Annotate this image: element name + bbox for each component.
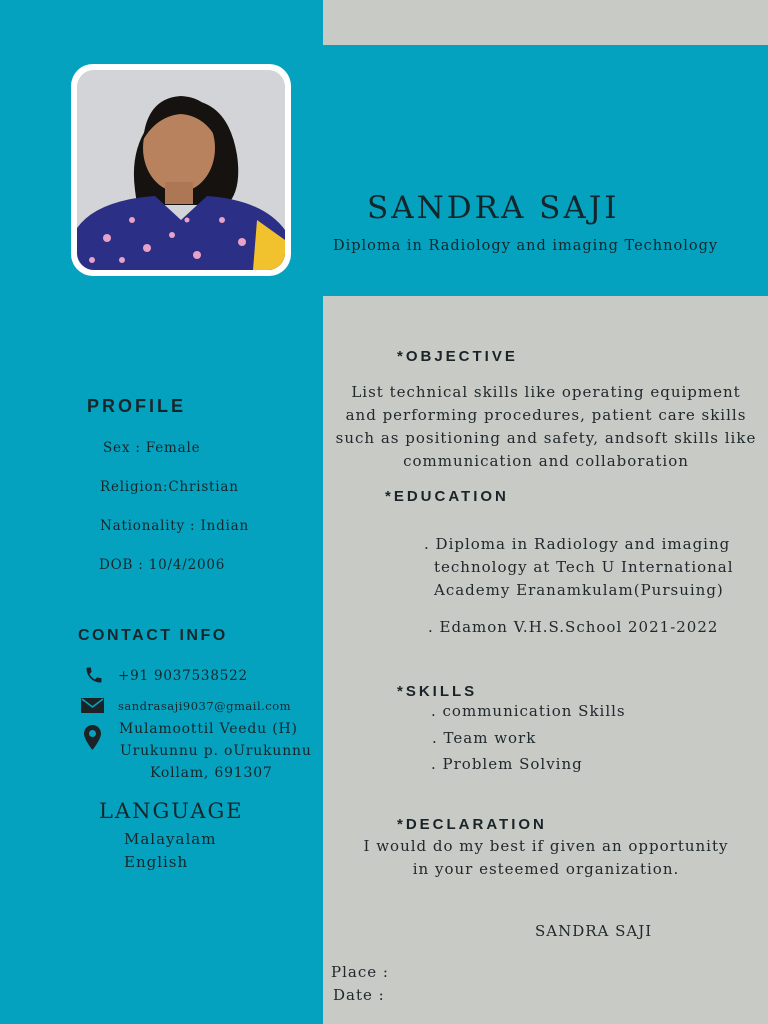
declaration-text — [330, 835, 762, 881]
declaration-line-1: I would do my best if given an opportunity — [363, 837, 729, 855]
top-grey-strip — [323, 0, 768, 45]
objective-line-2: and performing procedures, patient care skills — [345, 406, 747, 424]
education-line-2: technology at Tech U International — [434, 558, 734, 576]
profile-photo-frame — [71, 64, 291, 276]
profile-heading: PROFILE — [87, 396, 187, 416]
skills-heading: *SKILLS — [397, 683, 478, 700]
education-line-3: Academy Eranamkulam(Pursuing) — [434, 581, 724, 599]
education-item-school: . Edamon V.H.S.School 2021-2022 — [428, 618, 719, 636]
contact-heading: CONTACT INFO — [78, 627, 228, 644]
profile-religion: Religion:Christian — [100, 479, 239, 495]
education-heading: *EDUCATION — [385, 488, 509, 505]
declaration-line-2: in your esteemed organization. — [412, 860, 680, 878]
language-english: English — [124, 853, 189, 871]
phone-icon — [84, 665, 104, 685]
objective-line-1: List technical skills like operating equipment — [351, 383, 741, 401]
place-label: Place : — [331, 963, 389, 981]
date-label: Date : — [333, 986, 385, 1004]
skill-teamwork: . Team work — [432, 729, 537, 747]
profile-nationality: Nationality : Indian — [100, 518, 250, 534]
contact-phone[interactable]: +91 9037538522 — [118, 668, 248, 684]
candidate-title: Diploma in Radiology and imaging Technology — [333, 238, 719, 254]
profile-sex: Sex : Female — [103, 440, 201, 456]
profile-dob: DOB : 10/4/2006 — [99, 557, 226, 573]
header-panel — [323, 45, 768, 296]
language-heading: LANGUAGE — [99, 799, 244, 823]
declaration-heading: *DECLARATION — [397, 816, 547, 833]
language-malayalam: Malayalam — [124, 830, 217, 848]
address-line-3: Kollam, 691307 — [150, 765, 273, 781]
address-line-1: Mulamoottil Veedu (H) — [119, 721, 298, 737]
skill-communication: . communication Skills — [431, 702, 626, 720]
objective-line-3: such as positioning and safety, andsoft skills like — [335, 429, 757, 447]
portrait-illustration — [77, 70, 285, 270]
contact-email[interactable]: sandrasaji9037@gmail.com — [118, 699, 292, 713]
address-line-2: Urukunnu p. oUrukunnu — [120, 743, 312, 759]
education-item-diploma — [424, 533, 734, 602]
objective-text — [330, 381, 762, 473]
signature-name: SANDRA SAJI — [535, 922, 653, 940]
education-line-1: . Diploma in Radiology and imaging — [424, 535, 731, 553]
profile-photo — [77, 70, 285, 270]
candidate-name: SANDRA SAJI — [367, 190, 620, 226]
objective-line-4: communication and collaboration — [403, 452, 689, 470]
mail-icon — [80, 697, 105, 714]
objective-heading: *OBJECTIVE — [397, 348, 518, 365]
location-pin-icon — [84, 725, 101, 750]
skill-problem-solving: . Problem Solving — [431, 755, 583, 773]
